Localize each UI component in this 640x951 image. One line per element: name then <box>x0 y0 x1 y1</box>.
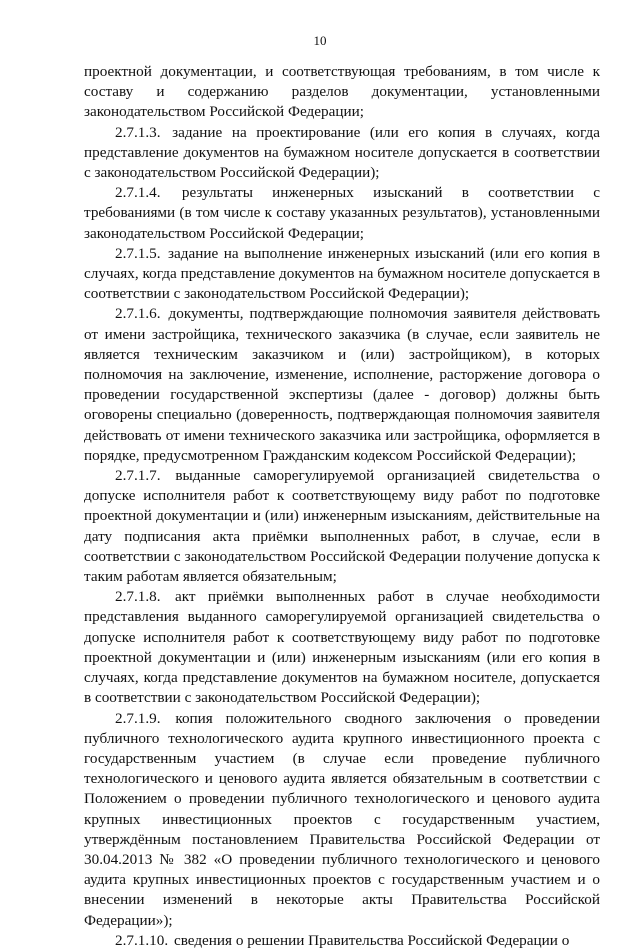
paragraph-number: 2.7.1.9. <box>115 709 161 727</box>
paragraph-number: 2.7.1.10. <box>115 931 169 949</box>
paragraph-text: копия положительного сводного заключения о проведении публичного технологического аудита крупного инвестиционного проекта с государственным участием (в случае если проведение публичного технологического и ценового аудита является обязательным в соответствии с Положением о проведении публичного технологического и ценового аудита крупных инвестиционных проектов с государственным участием, утверждённым постановлением Правительства Российской Федерации от 30.04.2013 № 382 «О проведении публичного технологического и ценового аудита крупных инвестиционных проектов с государственным участием и о внесении изменений в некоторые акты Правительства Российской Федерации»); <box>84 709 600 929</box>
paragraph-text: документы, подтверждающие полномочия заявителя действовать от имени застройщика, технического заказчика (в случае, если заявитель не является техническим заказчиком и (или) застройщиком), в которых полномочия на заключение, изменение, исполнение, расторжение договора о проведении государственной экспертизы (далее - договор) должны быть оговорены специально (доверенность, подтверждающая полномочия заявителя действовать от имени технического заказчика или застройщика, оформляется в порядке, предусмотренном Гражданским кодексом Российской Федерации); <box>84 305 600 464</box>
document-body <box>84 62 600 951</box>
paragraph-number: 2.7.1.3. <box>115 123 161 141</box>
paragraph-number: 2.7.1.4. <box>115 184 161 202</box>
paragraph-2-7-1-6 <box>84 304 600 466</box>
paragraph-number: 2.7.1.6. <box>115 305 161 323</box>
paragraph-2-7-1-9 <box>84 709 600 931</box>
paragraph-text: результаты инженерных изысканий в соответствии с требованиями (в том числе к составу указанных результатов), установленными законодательством Российской Федерации; <box>84 184 600 242</box>
paragraph-2-7-1-5 <box>84 244 600 305</box>
paragraph-2-7-1-3 <box>84 123 600 184</box>
paragraph-text: акт приёмки выполненных работ в случае необходимости представления выданного саморегулируемой организацией свидетельства о допуске исполнителя работ к соответствующему виду работ по подготовке проектной документации и (или) инженерным изысканиям (или его копия в случаях, когда представление документов на бумажном носителе, допускается в соответствии с законодательством Российской Федерации); <box>84 588 601 707</box>
paragraph-2-7-1-8 <box>84 587 600 708</box>
paragraph-2-7-1-7 <box>84 466 600 587</box>
paragraph-text: проектной документации, и соответствующая требованиям, в том числе к составу и содержанию разделов документации, установленными законодательством Российской Федерации; <box>84 63 600 121</box>
paragraph-number: 2.7.1.8. <box>115 588 161 606</box>
paragraph-text: сведения о решении Правительства Российской Федерации о <box>173 931 570 949</box>
paragraph-number: 2.7.1.5. <box>115 244 161 262</box>
paragraph-text: задание на выполнение инженерных изысканий (или его копия в случаях, когда представление документов на бумажном носителе допускается в соответствии с законодательством Российской Федерации); <box>84 244 600 303</box>
paragraph-text: задание на проектирование (или его копия в случаях, когда представление документов на бумажном носителе допускается в соответствии с законодательством Российской Федерации); <box>84 123 600 182</box>
paragraph-continuation <box>84 62 600 123</box>
paragraph-number: 2.7.1.7. <box>115 467 161 485</box>
page-number: 10 <box>313 33 327 48</box>
paragraph-text: выданные саморегулируемой организацией свидетельства о допуске исполнителя работ к соответствующему виду работ по подготовке проектной документации и (или) инженерным изысканиям, действительные на дату подписания акта приёмки выполненных работ, в случае, если в соответствии с законодательством Российской Федерации получение допуска к таким работам является обязательным; <box>84 467 601 586</box>
paragraph-2-7-1-10 <box>84 931 600 951</box>
paragraph-2-7-1-4 <box>84 183 600 244</box>
